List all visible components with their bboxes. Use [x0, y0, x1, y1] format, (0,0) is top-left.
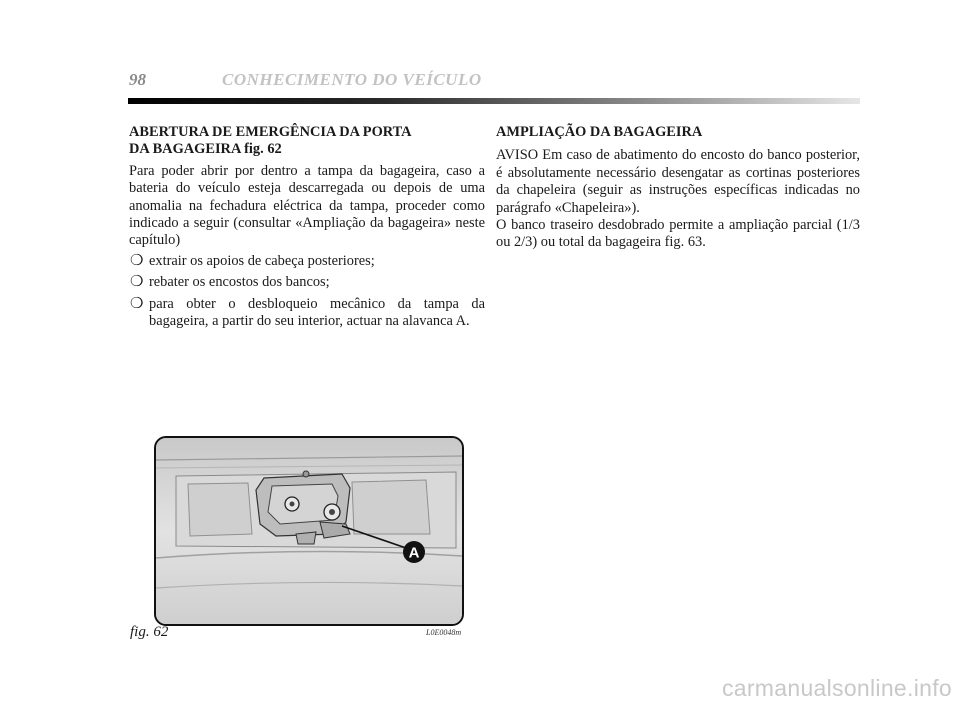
list-item	[129, 274, 485, 291]
list-item	[129, 253, 485, 270]
figure-code: L0E0048m	[426, 628, 462, 637]
running-title: CONHECIMENTO DO VEÍCULO	[222, 70, 482, 89]
warning-paragraph: AVISO Em caso de abatimento do encosto do banco posterior, é absolutamente necessário desengatar as cortinas posteriores da chapeleira (seguir as instruções específicas indicadas no parágrafo «Chapeleira»).	[496, 147, 860, 216]
section-heading-emergency-opening	[129, 124, 485, 159]
circle-bullet-icon: ❍	[130, 252, 144, 269]
left-column	[129, 124, 485, 334]
trunk-lock-illustration	[156, 438, 462, 624]
heading-line-2: DA BAGAGEIRA fig. 62	[129, 141, 282, 158]
list-item-text: extrair os apoios de cabeça posteriores;	[149, 252, 375, 269]
heading-line-1: ABERTURA DE EMERGÊNCIA DA PORTA	[129, 124, 412, 140]
header-rule	[128, 98, 860, 104]
figure-caption: fig. 62	[130, 624, 169, 640]
body-paragraph: O banco traseiro desdobrado permite a ampliação parcial (1/3 ou 2/3) ou total da bagageira fig. 63.	[496, 217, 860, 251]
circle-bullet-icon: ❍	[130, 295, 144, 312]
section-heading-trunk-expansion: AMPLIAÇÃO DA BAGAGEIRA	[496, 124, 703, 140]
watermark: carmanualsonline.info	[721, 675, 952, 701]
list-item-text: rebater os encostos dos bancos;	[149, 274, 330, 291]
figure-62	[154, 436, 464, 626]
page-number: 98	[129, 70, 146, 89]
callout-a-label: A	[408, 544, 420, 562]
list-item-text: para obter o desbloqueio mecânico da tampa da bagageira, a partir do seu interior, actuar na alavanca A.	[149, 295, 485, 330]
instruction-list	[129, 253, 485, 331]
right-column	[496, 124, 860, 252]
intro-paragraph: Para poder abrir por dentro a tampa da bagageira, caso a bateria do veículo esteja descarregada ou depois de uma anomalia na fechadura eléctrica da tampa, proceder como indicado a seguir (consultar «Ampliação da bagageira» neste capítulo)	[129, 162, 485, 249]
circle-bullet-icon: ❍	[130, 274, 144, 291]
list-item	[129, 296, 485, 331]
